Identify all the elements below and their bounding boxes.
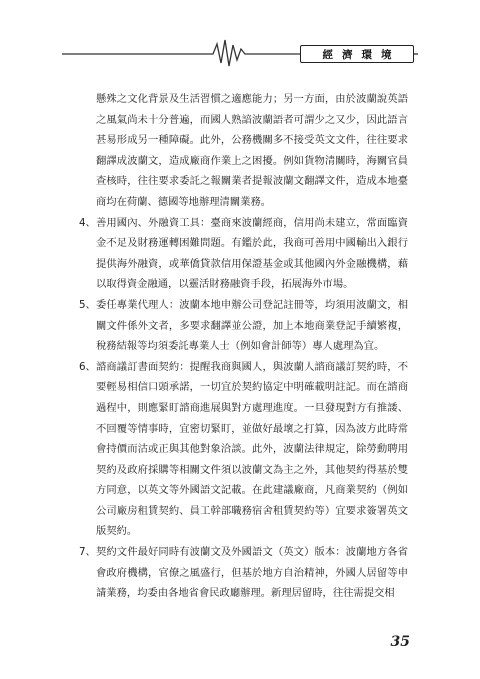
list-item [79,213,408,295]
page-number: 35 [390,634,410,650]
list-item-number: 5、 [79,298,96,311]
list-item [79,357,408,542]
list-item-text: 契約文件最好同時有波蘭文及外國語文（英文）版本：波蘭地方各省會政府機構，官僚之風盛行，但基於地方自治精神，外國人居留等申請業務，均委由各地省會民政廳辦理。新理居留時，往往需提交相 [96,546,408,600]
body-text [79,89,408,604]
section-title: 經濟環境 [322,48,401,61]
intro-paragraph: 懸殊之文化背景及生活習慣之適應能力；另一方面，由於波蘭說英語之風氣尚未十分普遍，而國人熟諳波蘭語者可謂少之又少，因此語言甚易形成另一種障礙。此外，公務機關多不接受英文文件，往往要求翻譯成波蘭文，造成廠商作業上之困擾。例如貨物清關時，海關官員查核時，往往要求委託之報關業者提報波蘭文翻譯文件，造成本地臺商均在荷蘭、德國等地辦理清關業務。 [96,93,408,208]
list-item-number: 4、 [79,216,96,229]
list-item [79,542,408,604]
list-item-number: 7、 [79,546,96,559]
list-item-number: 6、 [79,360,96,373]
list-item [79,295,408,357]
section-title-box [300,45,414,63]
list-item-text: 委任專業代理人：波蘭本地申辦公司登記註冊等，均須用波蘭文，相關文件係外文者，多要求翻譯並公證，加上本地商業登記手續繁複，稅務結報等均須委託專業人士（例如會計師等）專人處理為宜。 [96,298,408,353]
list-item-text: 諮商議訂書面契約：提醒我商與國人，與波蘭人諮商議訂契約時，不要輕易相信口頭承諾，一切宜於契約協定中明確載明註記。而在諮商過程中，則應緊盯諮商進展與對方處理進度。一旦發現對方有推諉、不回覆等情事時，宜密切緊盯，並做好最壞之打算，因為波方此時常會持價而沽或正與其他對象洽談。此外，波蘭法律規定，除勞動聘用契約及政府採購等相關文件須以波蘭文為主之外，其他契約得基於雙方同意，以英文等外國語文記載。在此建議廠商，凡商業契約（例如公司廠房租賃契約、員工幹部職務宿舍租賃契約等）宜要求簽署英文版契約。 [96,360,408,538]
list-item-text: 善用國內、外融資工具：臺商來波蘭經商，信用尚未建立，常面臨資金不足及財務運轉困難問題。有鑑於此，我商可善用中國輸出入銀行提供海外融資，或華僑貸款信用保證基金或其他國內外金融機構，藉以取得資金融通，以靈活財務融資手段，拓展海外市場。 [96,216,408,291]
